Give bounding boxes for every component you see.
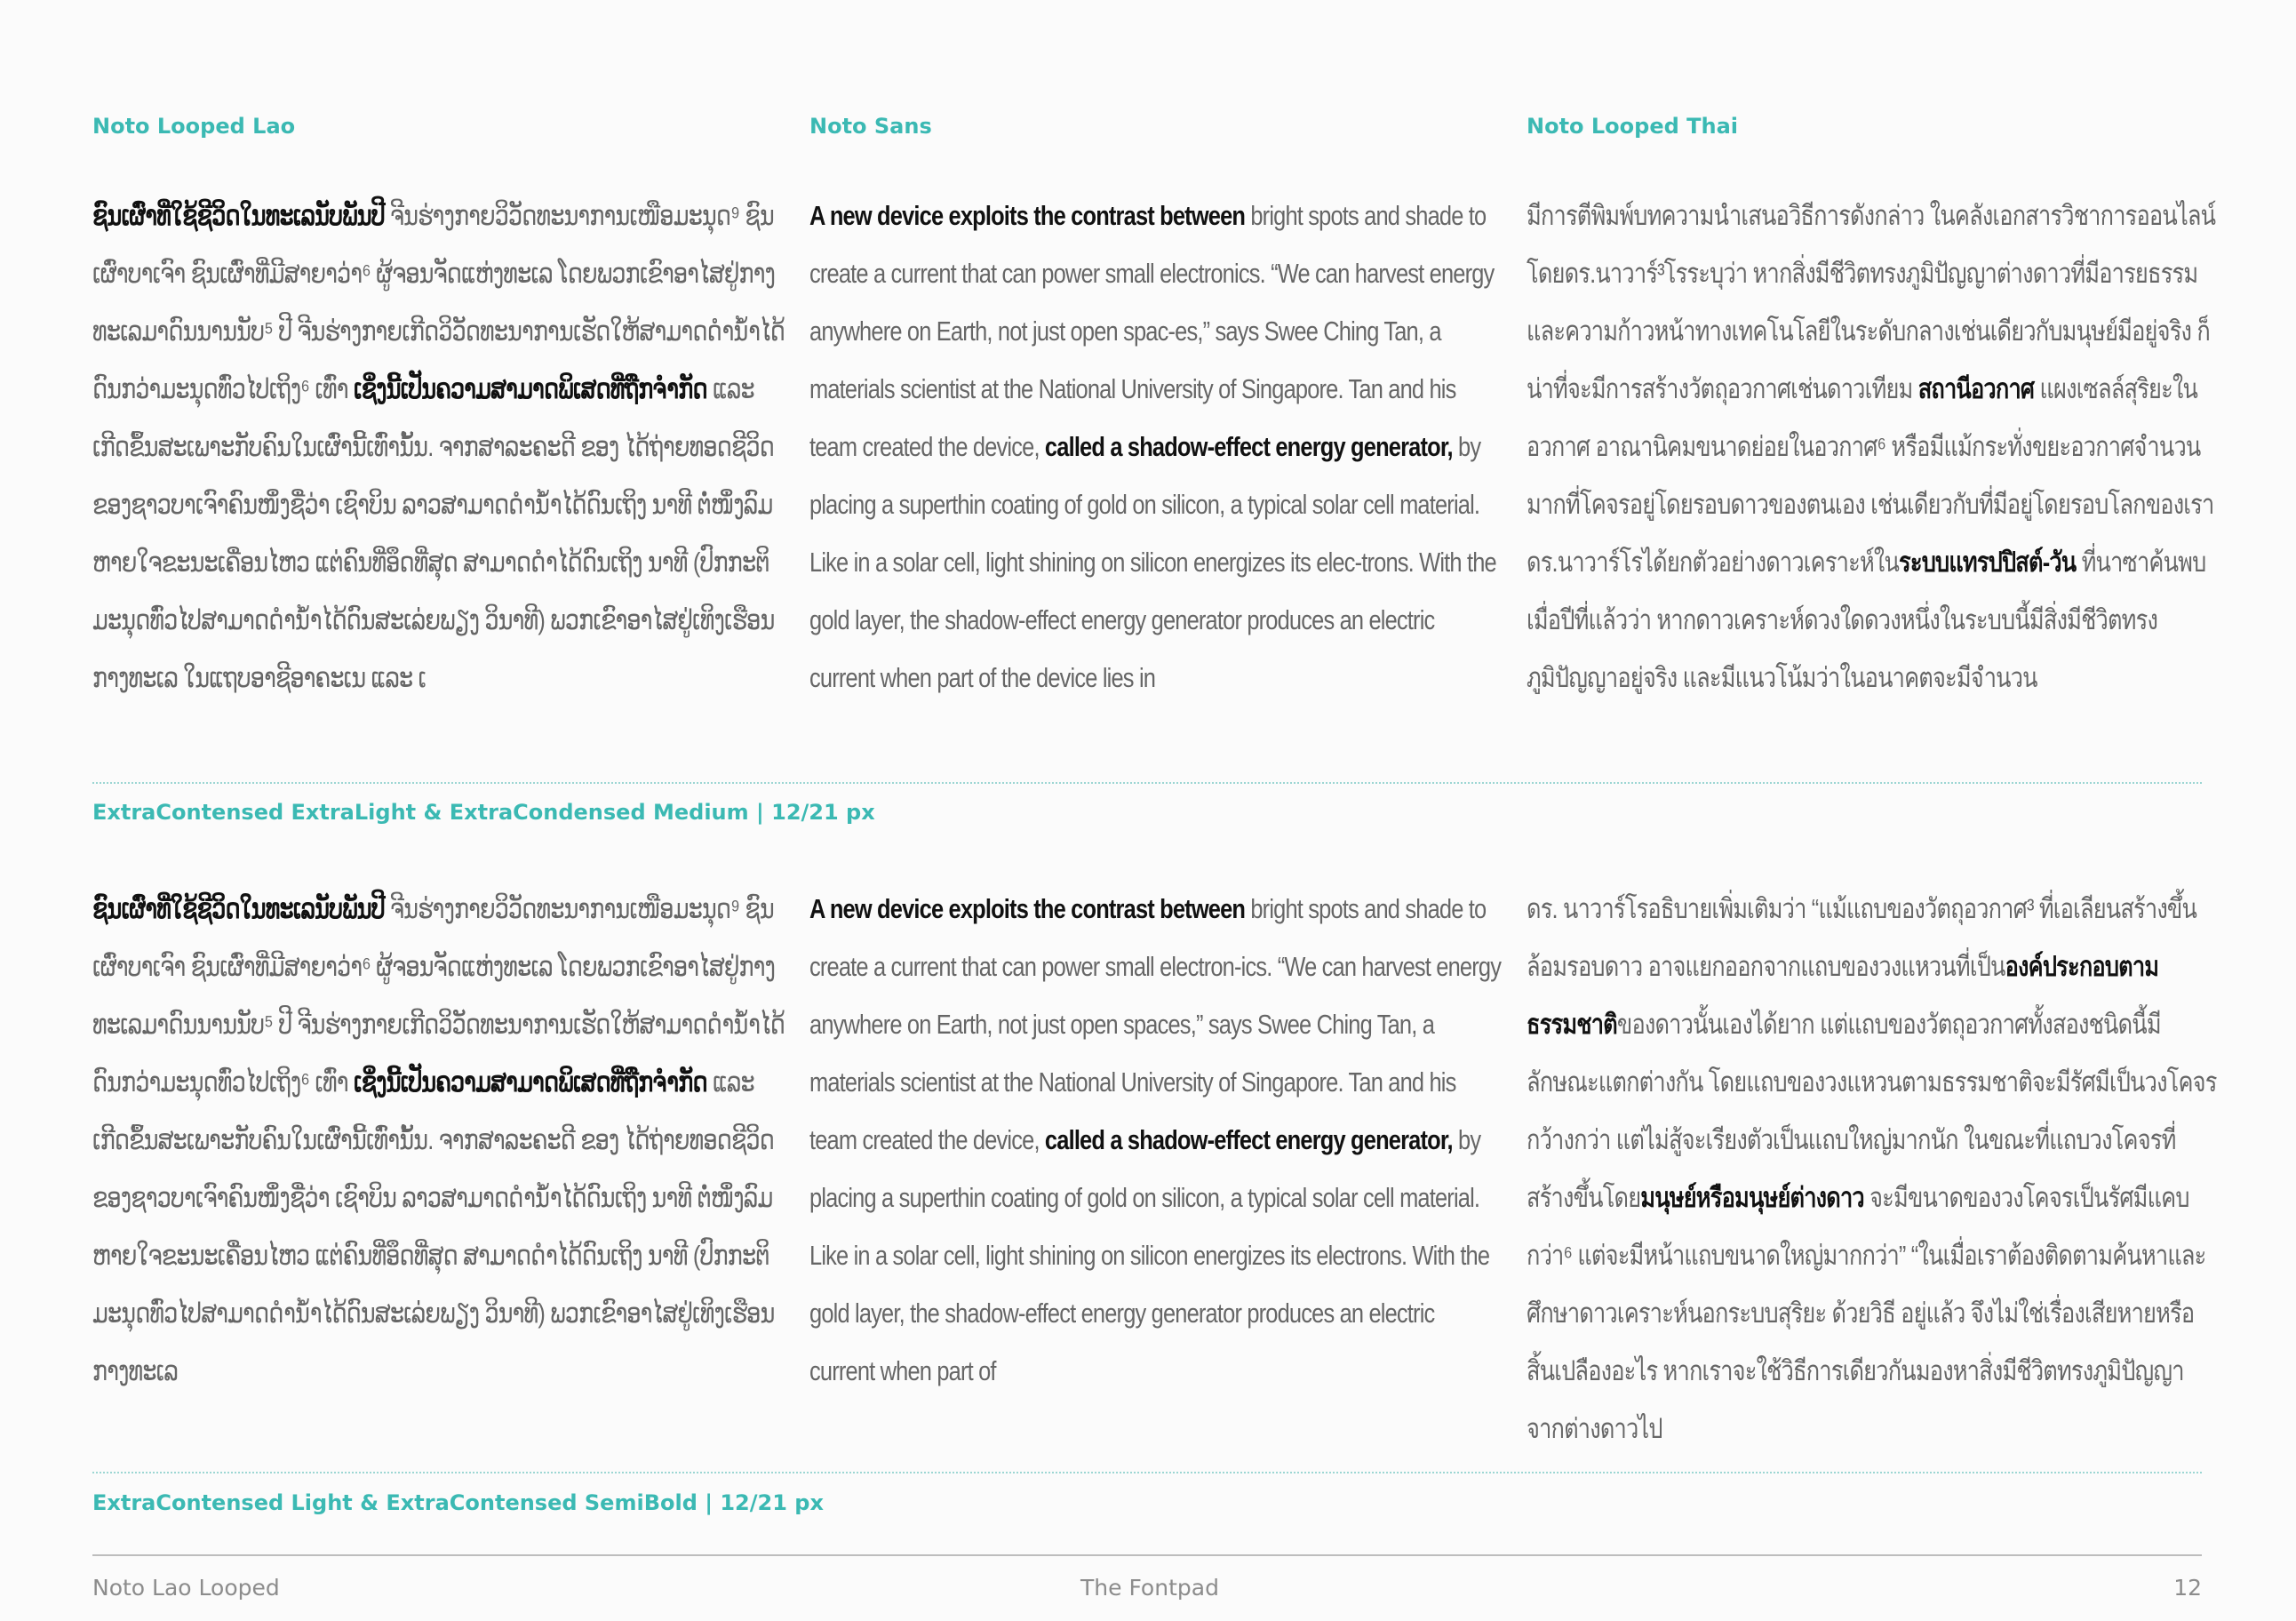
column-title-lao: Noto Looped Lao (92, 114, 296, 139)
body-run: ແລະ ເກີດຂຶ້ນສະເພາະກັບຄົນໃນເຜົ່ານີ້ເທົ່ານັ້ນ. ຈາກສາລະຄະດີ ຂອງ ໄດ້ຖ່າຍທອດຊີວິດຂອງຊາວບາເຈົາຄົນໜຶ່ງຊື່ວ່າ ເຊົາບິນ ລາວສາມາດດຳນ້ຳໄດ້ດົນເຖິງ ນາທີ ຕໍ່ໜຶ່ງລົມຫາຍໃຈຂະນະເຄື່ອນໄຫວ ແຕ່ຄົນທີ່ອຶດທີ່ສຸດ ສາມາດດຳໄດ້ດົນເຖິງ ນາທີ (ປົກກະຕິມະນຸດທົ່ວໄປສາມາດດຳນ້ຳໄດ້ດົນສະເລ່ຍພຽງ ວິນາທີ) ພວກເຂົາອາໄສຢູ່ເທິງເຮືອນກາງທະເລ (92, 1066, 775, 1386)
body-run: ของดาวนั้นเองได้ยาก แต่แถบของวัตถุอวกาศทั้งสองชนิดนี้มีลักษณะแตกต่างกัน โดยแถบของวงแหวนตามธรรมชาติจะมีรัศมีเป็นวงโคจรกว้างกว่า แต่ไม่สู้จะเรียงตัวเป็นแถบใหญ่มากนัก ในขณะที่แถบวงโคจรที่สร้างขึ้นโดย (1527, 1009, 2217, 1213)
footer-font-name: Noto Lao Looped (92, 1575, 280, 1601)
paragraph-thai-2 (1527, 880, 2220, 1457)
paragraph-sans-2 (809, 880, 1503, 1400)
body-run: จะมีขนาดของวงโคจรเป็นรัศมีแคบกว่า⁶ แต่จะมีหน้าแถบขนาดใหญ่มากกว่า” “ในเมื่อเราต้องติดตามค้นหาและศึกษาดาวเคราะห์นอกระบบสุริยะ ด้วยวิธี อยู่แล้ว จึงไม่ใช่เรื่องเสียหายหรือสิ้นเปลืองอะไร หากเราจะใช้วิธีการเดียวกันมองหาสิ่งมีชีวิตทรงภูมิปัญญาจากต่างดาวไป (1527, 1182, 2206, 1444)
bold-lead: A new device exploits the contrast between (809, 893, 1246, 924)
paragraph-sans-1 (809, 187, 1503, 707)
bold-phrase: องค์ประกอบตามธรรมชาติ (1527, 951, 2159, 1040)
body-run: bright spots and shade to create a current that can power small electron-ics. “We can harvest energy anywhere on Earth, not just open spaces,” says Swee Ching Tan, a materials scientist at the National University of Singapore. Tan and his team created the device, (809, 893, 1502, 1155)
bold-lead: ຊົນເຜົ່າທີ່ໃຊ້ຊີວິດໃນທະເລນັບພັນປີ (92, 200, 385, 231)
column-title-sans: Noto Sans (809, 114, 932, 139)
sample-lao-1 (92, 187, 785, 764)
body-run: ที่นาซาค้นพบเมื่อปีที่แล้วว่า หากดาวเคราะห์ดวงใดดวงหนึ่งในระบบนี้มีสิ่งมีชีวิตทรงภูมิปัญญาอยู่จริง และมีแนวโน้มว่าในอนาคตจะมีจำนวน (1527, 547, 2206, 693)
bold-phrase: ເຊິ່ງນີ້ເປັນຄວາມສາມາດພິເສດທີ່ຖືກຈຳກັດ (353, 1066, 707, 1098)
body-run: by placing a superthin coating of gold on silicon, a typical solar cell material. Like in a solar cell, light shining on silicon energizes its electrons. With the gold layer, the shadow-effect energy generator produces an electric current when part of (809, 1124, 1490, 1386)
bold-lead: A new device exploits the contrast between (809, 200, 1246, 231)
sample-sans-2 (809, 880, 1503, 1457)
sample-sans-1 (809, 187, 1503, 764)
sample-thai-2 (1527, 880, 2220, 1457)
section-label-1: ExtraContensed ExtraLight & ExtraCondensed Medium | 12/21 px (92, 800, 875, 825)
body-run: ຈີນຮ່າງກາຍວິວັດທະນາການເໜືອມະນຸດ⁹ ຊົນເຜົ່າບາເຈົາ ຊົນເຜົ່າທີ່ມີສາຍາວ່າ⁶ ຜູ້ຈອນຈັດແຫ່ງທະເລ ໂດຍພວກເຂົາອາໄສຢູ່ກາງທະເລມາດົນນານນັບ⁵ ປີ ຈີນຮ່າງກາຍເກີດວິວັດທະນາການເຮັດໃຫ້ສາມາດດຳນ້ຳໄດ້ດົນກວ່າມະນຸດທົ່ວໄປເຖິງ⁶ ເທົ່າ (92, 893, 785, 1098)
paragraph-lao-2 (92, 880, 785, 1400)
body-run: bright spots and shade to create a current that can power small electronics. “We can harvest energy anywhere on Earth, not just open spac-es,” says Swee Ching Tan, a materials scientist at the National University of Singapore. Tan and his team created the device, (809, 200, 1495, 462)
section-label-2: ExtraContensed Light & ExtraContensed SemiBold | 12/21 px (92, 1490, 824, 1515)
paragraph-lao-1 (92, 187, 785, 707)
sample-thai-1 (1527, 187, 2220, 764)
footer-rule (92, 1554, 2202, 1556)
paragraph-thai-1 (1527, 187, 2220, 707)
bold-phrase: called a shadow-effect energy generator, (1044, 1124, 1453, 1155)
bold-phrase: ระบบแทรปปิสต์-วัน (1899, 547, 2077, 578)
column-title-thai: Noto Looped Thai (1527, 114, 1739, 139)
body-run: ดร. นาวาร์โรอธิบายเพิ่มเติมว่า “แม้แถบของวัตถุอวกาศ³ ที่เอเลียนสร้างขึ้นล้อมรอบดาว อาจแยกออกจากแถบของวงแหวนที่เป็น (1527, 893, 2197, 982)
bold-phrase: ເຊິ່ງນີ້ເປັນຄວາມສາມາດພິເສດທີ່ຖືກຈຳກັດ (353, 373, 707, 404)
section-divider (92, 1472, 2202, 1473)
sample-lao-2 (92, 880, 785, 1457)
page-number: 12 (2173, 1575, 2202, 1601)
bold-phrase: สถานีอวกาศ (1917, 373, 2035, 404)
bold-phrase: called a shadow-effect energy generator, (1044, 431, 1453, 462)
body-run: แผงเซลล์สุริยะในอวกาศ อาณานิคมขนาดย่อยในอวกาศ⁶ หรือมีแม้กระทั่งขยะอวกาศจำนวนมากที่โคจรอยู่โดยรอบดาวของตนเอง เช่นเดียวกับที่มีอยู่โดยรอบโลกของเรา ดร.นาวาร์โรได้ยกตัวอย่างดาวเคราะห์ใน (1527, 373, 2214, 578)
body-run: ແລະ ເກີດຂຶ້ນສະເພາະກັບຄົນໃນເຜົ່ານີ້ເທົ່ານັ້ນ. ຈາກສາລະຄະດີ ຂອງ ໄດ້ຖ່າຍທອດຊີວິດຂອງຊາວບາເຈົາຄົນໜຶ່ງຊື່ວ່າ ເຊົາບິນ ລາວສາມາດດຳນ້ຳໄດ້ດົນເຖິງ ນາທີ ຕໍ່ໜຶ່ງລົມຫາຍໃຈຂະນະເຄື່ອນໄຫວ ແຕ່ຄົນທີ່ອຶດທີ່ສຸດ ສາມາດດຳໄດ້ດົນເຖິງ ນາທີ (ປົກກະຕິມະນຸດທົ່ວໄປສາມາດດຳນ້ຳໄດ້ດົນສະເລ່ຍພຽງ ວິນາທີ) ພວກເຂົາອາໄສຢູ່ເທິງເຮືອນກາງທະເລ ໃນແຖບອາຊີອາຄະເນ ແລະ ເ (92, 373, 775, 693)
footer-publication: The Fontpad (1080, 1575, 1219, 1601)
bold-lead: ຊົນເຜົ່າທີ່ໃຊ້ຊີວິດໃນທະເລນັບພັນປີ (92, 893, 385, 924)
body-run: มีการตีพิมพ์บทความนำเสนอวิธีการดังกล่าว ในคลังเอกสารวิชาการออนไลน์ โดยดร.นาวาร์³โรระบุว่า หากสิ่งมีชีวิตทรงภูมิปัญญาต่างดาวที่มีอารยธรรมและความก้าวหน้าทางเทคโนโลยีในระดับกลางเช่นเดียวกับมนุษย์มีอยู่จริง ก็น่าที่จะมีการสร้างวัตถุอวกาศเช่นดาวเทียม (1527, 200, 2216, 404)
bold-phrase: มนุษย์หรือมนุษย์ต่างดาว (1640, 1182, 1864, 1213)
body-run: by placing a superthin coating of gold on silicon, a typical solar cell material. Like in a solar cell, light shining on silicon energizes its elec-trons. With the gold layer, the shadow-effect energy generator produces an electric current when part of the device lies in (809, 431, 1496, 693)
section-divider (92, 782, 2202, 784)
body-run: ຈີນຮ່າງກາຍວິວັດທະນາການເໜືອມະນຸດ⁹ ຊົນເຜົ່າບາເຈົາ ຊົນເຜົ່າທີ່ມີສາຍາວ່າ⁶ ຜູ້ຈອນຈັດແຫ່ງທະເລ ໂດຍພວກເຂົາອາໄສຢູ່ກາງທະເລມາດົນນານນັບ⁵ ປີ ຈີນຮ່າງກາຍເກີດວິວັດທະນາການເຮັດໃຫ້ສາມາດດຳນ້ຳໄດ້ດົນກວ່າມະນຸດທົ່ວໄປເຖິງ⁶ ເທົ່າ (92, 200, 785, 404)
